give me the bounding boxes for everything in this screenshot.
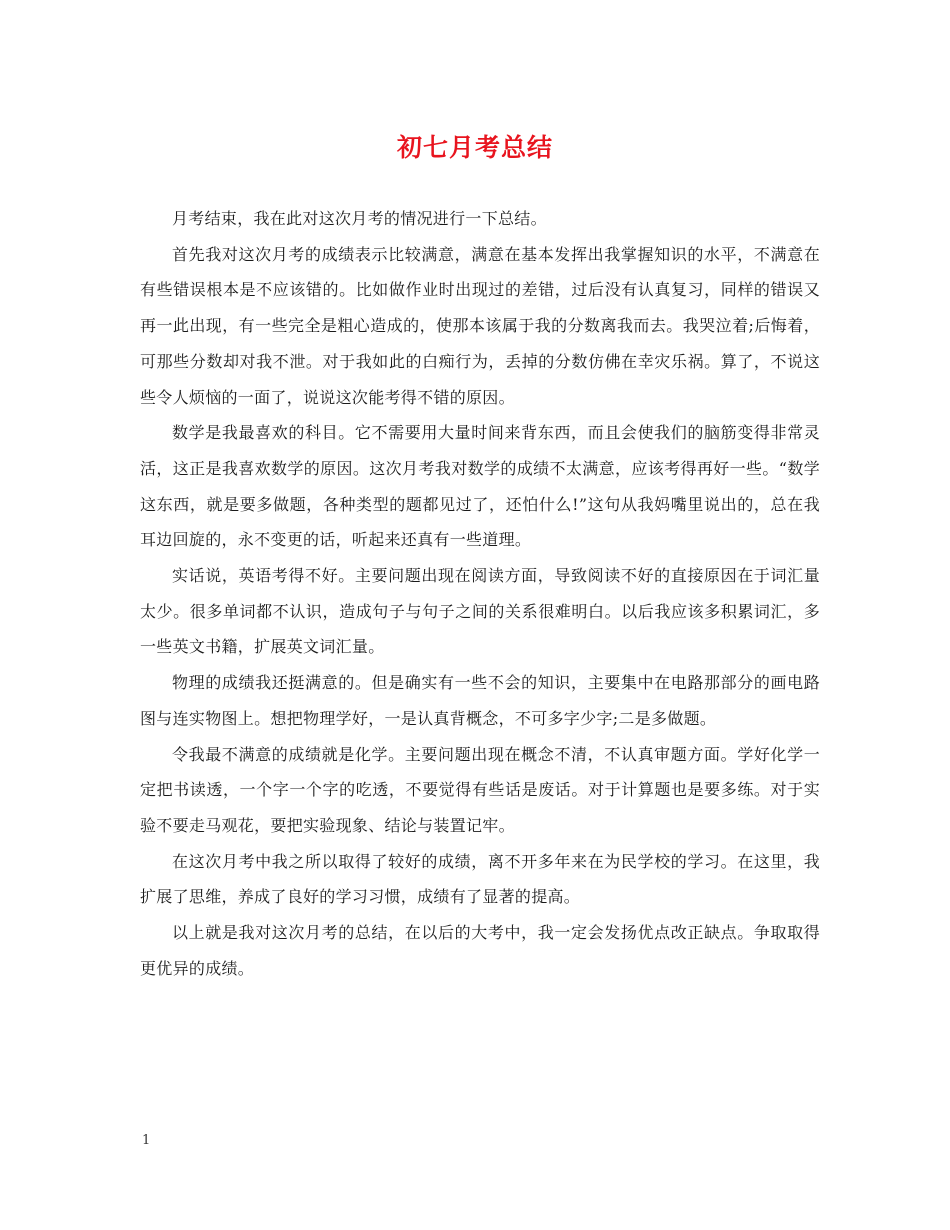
paragraph-school: 在这次月考中我之所以取得了较好的成绩，离不开多年来在为民学校的学习。在这里，我扩展了思维，养成了良好的学习习惯，成绩有了显著的提高。 (140, 851, 820, 907)
paragraph-conclusion: 以上就是我对这次月考的总结，在以后的大考中，我一定会发扬优点改正缺点。争取取得更优异的成绩。 (140, 923, 820, 978)
document-title: 初七月考总结 (396, 133, 553, 162)
paragraph-intro: 月考结束，我在此对这次月考的情况进行一下总结。 (172, 209, 547, 228)
paragraph-physics: 物理的成绩我还挺满意的。但是确实有一些不会的知识，主要集中在电路那部分的画电路图与连实物图上。想把物理学好，一是认真背概念，不可多字少字;二是多做题。 (140, 673, 820, 728)
paragraph-math: 数学是我最喜欢的科目。它不需要用大量时间来背东西，而且会使我们的脑筋变得非常灵活，这正是我喜欢数学的原因。这次月考我对数学的成绩不太满意，应该考得再好一些。“数学这东西，就是要多做题，各种类型的题都见过了，还怕什么!”这句从我妈嘴里说出的，总在我耳边回旋的，永不变更的话，听起来还真有一些道理。 (140, 423, 820, 550)
paragraph-overall: 首先我对这次月考的成绩表示比较满意，满意在基本发挥出我掌握知识的水平，不满意在有些错误根本是不应该错的。比如做作业时出现过的差错，过后没有认真复习，同样的错误又再一此出现，有一些完全是粗心造成的，使那本该属于我的分数离我而去。我哭泣着;后悔着，可那些分数却对我不泄。对于我如此的白痴行为，丢掉的分数仿佛在幸灾乐祸。算了，不说这些令人烦恼的一面了，说说这次能考得不错的原因。 (140, 244, 820, 407)
page-number: 1 (142, 1133, 151, 1148)
document-body (140, 201, 820, 986)
paragraph-english: 实话说，英语考得不好。主要问题出现在阅读方面，导致阅读不好的直接原因在于词汇量太少。很多单词都不认识，造成句子与句子之间的关系很难明白。以后我应该多积累词汇，多一些英文书籍，扩展英文词汇量。 (140, 566, 820, 657)
paragraph-chemistry: 令我最不满意的成绩就是化学。主要问题出现在概念不清，不认真审题方面。学好化学一定把书读透，一个字一个字的吃透，不要觉得有些话是废话。对于计算题也是要多练。对于实验不要走马观花，要把实验现象、结论与装置记牢。 (140, 744, 820, 835)
